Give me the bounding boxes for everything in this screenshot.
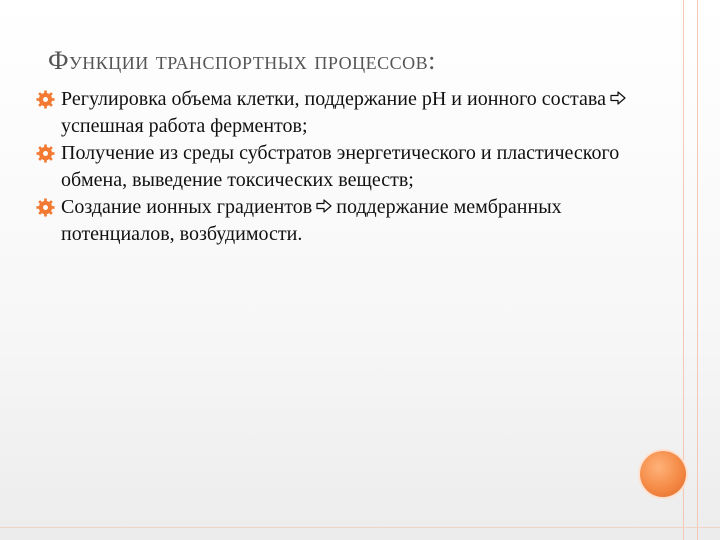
gear-bullet-icon bbox=[36, 198, 55, 217]
bullet-list bbox=[36, 86, 656, 248]
right-arrow-icon bbox=[610, 91, 626, 105]
frame-line-bottom bbox=[0, 527, 720, 528]
decorative-orange-circle bbox=[640, 451, 686, 497]
frame-line-right bbox=[697, 0, 698, 540]
bullet-item-2 bbox=[36, 140, 656, 194]
bullet-3-text-a: Создание ионных градиентов bbox=[61, 196, 313, 218]
slide-title: Функции транспортных процессов: bbox=[48, 46, 436, 75]
bullet-item-1 bbox=[36, 86, 656, 140]
frame-line-left bbox=[683, 0, 684, 540]
bullet-1-text-a: Регулировка объема клетки, поддержание рН и ионного состава bbox=[61, 88, 606, 110]
bullet-2-text: Получение из среды субстратов энергетического и пластического обмена, выведение токсических веществ; bbox=[61, 142, 620, 191]
bullet-item-3 bbox=[36, 194, 656, 248]
bullet-1-text-b: успешная работа ферментов; bbox=[61, 115, 308, 137]
gear-bullet-icon bbox=[36, 90, 55, 109]
right-arrow-icon bbox=[316, 199, 332, 213]
gear-bullet-icon bbox=[36, 144, 55, 163]
bullet-3-text-b: поддержание мембранных потенциалов, возбудимости. bbox=[61, 196, 562, 245]
